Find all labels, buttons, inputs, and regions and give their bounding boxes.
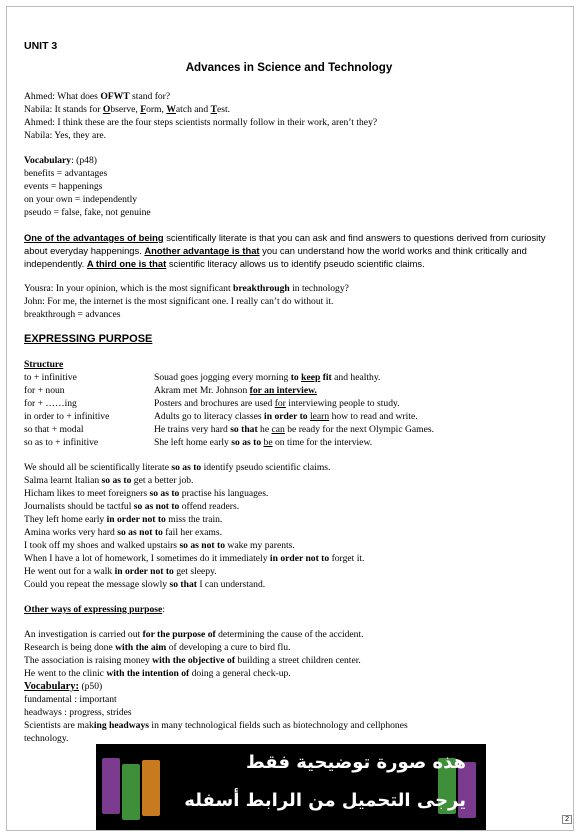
text-run: in order not to — [106, 514, 166, 525]
book-icon — [142, 760, 160, 816]
vocabulary-page: : (p48) — [71, 155, 97, 166]
text-run: scientifically literate is that you can ask and find answers to questions derived from curiosity about everyday happenings. — [24, 232, 546, 256]
other-ways-heading — [24, 603, 554, 616]
text-run: in order not to — [114, 566, 174, 577]
text-run: F — [140, 104, 147, 115]
structure-form: so as to + infinitive — [24, 437, 99, 448]
structure-example — [154, 423, 434, 436]
text-run: in order not to — [269, 553, 330, 564]
structure-example — [154, 410, 418, 423]
text-run: It stands for — [52, 104, 103, 115]
speaker: Ahmed: — [24, 91, 55, 102]
text-run: She left home early — [154, 437, 232, 448]
speaker: Nabila: — [24, 104, 53, 115]
vocab-item: on your own = independently — [24, 194, 138, 205]
vocab-item: pseudo = false, fake, not genuine — [24, 207, 151, 218]
text-run: I took off my shoes and walked upstairs — [24, 540, 180, 551]
speaker: Nabila: — [24, 130, 53, 141]
structure-example — [154, 371, 380, 384]
text-run: with the objective of — [152, 655, 236, 666]
document-body — [24, 40, 554, 745]
speaker: John: — [24, 296, 45, 307]
text-run: For me, the internet is the most significant one. I really can’t do without it. — [44, 296, 334, 307]
text-run: miss the train. — [165, 514, 223, 525]
dialogue-line — [24, 103, 554, 116]
structure-form: for + noun — [24, 385, 65, 396]
dialogue-line — [24, 282, 554, 295]
dialogue-line — [24, 129, 554, 142]
text-run: get a better job. — [131, 475, 194, 486]
text-run: in technology? — [289, 283, 349, 294]
text-run: offend readers. — [179, 501, 240, 512]
vocab-item: events = happenings — [24, 181, 103, 192]
text-run: Journalists should be tactful — [24, 501, 134, 512]
dialogue-line — [24, 116, 554, 129]
text-run: I think these are the four steps scientists normally follow in their work, aren’t they? — [54, 117, 378, 128]
structure-form: for + ……ing — [24, 398, 77, 409]
text-run: in many technological fields such as biotechnology and cellphones — [149, 720, 408, 731]
text-run: T — [210, 104, 217, 115]
page-title: Advances in Science and Technology — [185, 61, 393, 74]
structure-row — [24, 384, 554, 397]
text-run: atch and — [175, 104, 211, 115]
text-run: in order to — [264, 411, 308, 422]
text-run: O — [102, 104, 111, 115]
text-run: scientific literacy allows us to identify pseudo scientific claims. — [166, 258, 425, 269]
text-run: fail her exams. — [162, 527, 222, 538]
text-run: Research is being done — [24, 642, 116, 653]
vocab-item: benefits = advantages — [24, 168, 108, 179]
structure-row — [24, 371, 554, 384]
text-run: of developing a cure to bird flu. — [166, 642, 291, 653]
text-run: bserve, — [110, 104, 141, 115]
text-run: so that — [169, 579, 197, 590]
structure-example — [154, 436, 372, 449]
structure-row — [24, 423, 554, 436]
text-run: get sleepy. — [173, 566, 217, 577]
example-sentence — [24, 628, 554, 641]
text-run: for — [274, 398, 286, 409]
text-run: Yes, they are. — [52, 130, 107, 141]
example-sentence — [24, 641, 554, 654]
structure-form: in order to + infinitive — [24, 411, 110, 422]
text-run: doing a general check-up. — [189, 668, 291, 679]
structure-example — [154, 397, 400, 410]
text-run: and healthy. — [331, 372, 381, 383]
structure-row — [24, 410, 554, 423]
vocabulary-page: (p50) — [79, 681, 103, 692]
text-run: so as to — [231, 437, 262, 448]
text-run: What does — [54, 91, 101, 102]
unit-label: UNIT 3 — [24, 40, 58, 52]
structure-example — [154, 384, 317, 397]
speaker: Yousra: — [24, 283, 54, 294]
text-run: determining the cause of the accident. — [215, 629, 364, 640]
text-run: on time for the interview. — [272, 437, 373, 448]
text-run: building a street children center. — [235, 655, 361, 666]
text-run: Akram met Mr. Johnson — [154, 385, 250, 396]
text-run: Another advantage is that — [144, 245, 260, 256]
text-run: to — [290, 372, 299, 383]
text-run: Could you repeat the message slowly — [24, 579, 170, 590]
text-run: fundamental : important — [24, 694, 117, 705]
text-run: learn — [309, 411, 330, 422]
text-run: you can understand how the world works and think critically and independently. — [24, 245, 527, 269]
vocabulary-p48 — [24, 154, 554, 219]
vocab-item — [24, 706, 554, 719]
example-sentence — [24, 500, 554, 513]
text-run: wake my parents. — [225, 540, 295, 551]
text-run: with the aim — [115, 642, 167, 653]
text-run: how to read and write. — [329, 411, 418, 422]
line-text — [45, 296, 334, 307]
structure-row — [24, 436, 554, 449]
text-run: for an interview. — [249, 385, 317, 396]
text-run: so as to — [101, 475, 132, 486]
example-sentence — [24, 513, 554, 526]
expressing-purpose-heading: EXPRESSING PURPOSE — [24, 333, 153, 345]
text-run: ing headways — [93, 720, 149, 731]
text-run: he — [257, 424, 272, 435]
text-run: In your opinion, which is the most significant — [53, 283, 234, 294]
text-run: so as not to — [133, 501, 180, 512]
text-run: We should all be scientifically literate — [24, 462, 172, 473]
vocabulary-label: Vocabulary — [24, 155, 72, 166]
dialogue-line — [24, 295, 554, 308]
structure-heading: Structure — [24, 359, 64, 370]
text-run: technology. — [24, 733, 69, 744]
text-run: identify pseudo scientific claims. — [201, 462, 331, 473]
example-sentence — [24, 565, 554, 578]
banner-line-1: هذه صورة توضيحية فقط — [245, 752, 466, 773]
line-text — [52, 130, 106, 141]
text-run: be ready for the next Olympic Games. — [284, 424, 435, 435]
example-sentence — [24, 474, 554, 487]
speaker: Ahmed: — [24, 117, 55, 128]
text-run: be — [263, 437, 273, 448]
text-run: They left home early — [24, 514, 107, 525]
text-run: so as to — [171, 462, 202, 473]
text-run: est. — [216, 104, 231, 115]
line-text — [53, 283, 348, 294]
advantages-paragraph — [24, 231, 554, 270]
text-run: can — [271, 424, 285, 435]
text-run: Hicham likes to meet foreigners — [24, 488, 150, 499]
breakthrough-definition: breakthrough = advances — [24, 309, 121, 320]
text-run: He trains very hard — [154, 424, 231, 435]
structure-row — [24, 397, 554, 410]
text-run: forget it. — [329, 553, 365, 564]
example-sentence — [24, 526, 554, 539]
book-icon — [102, 758, 120, 814]
structure-form: to + infinitive — [24, 372, 77, 383]
purpose-examples — [24, 461, 554, 591]
text-run: Salma learnt Italian — [24, 475, 102, 486]
text-run: OFWT — [100, 91, 130, 102]
text-run: with the intention of — [106, 668, 190, 679]
text-run: breakthrough — [233, 283, 290, 294]
book-icon — [122, 764, 140, 820]
example-sentence — [24, 552, 554, 565]
example-sentence — [24, 667, 554, 680]
text-run: so as not to — [117, 527, 163, 538]
example-sentence — [24, 654, 554, 667]
text-run: fit — [320, 372, 332, 383]
other-ways-examples — [24, 628, 554, 680]
text-run: for the purpose of — [142, 629, 216, 640]
vocabulary-p50 — [24, 680, 554, 745]
text-run: A third one is that — [86, 258, 167, 269]
text-run: orm, — [146, 104, 167, 115]
vocabulary-label: Vocabulary: — [24, 681, 80, 692]
banner-line-2: يرجى التحميل من الرابط أسفله — [184, 790, 466, 811]
dialogue-line — [24, 90, 554, 103]
text-run: When I have a lot of homework, I sometimes do it immediately — [24, 553, 270, 564]
structure-table — [24, 371, 554, 449]
vocab-item — [24, 719, 554, 732]
text-run: One of the advantages of being — [24, 232, 164, 243]
vocabulary-heading — [24, 154, 554, 167]
other-ways-colon: : — [162, 604, 165, 615]
text-run: The association is raising money — [24, 655, 153, 666]
dialogue-breakthrough — [24, 282, 554, 321]
text-run: I can understand. — [196, 579, 266, 590]
text-run: practise his languages. — [179, 488, 269, 499]
vocab-item — [24, 693, 554, 706]
text-run: so as to — [149, 488, 180, 499]
text-run: headways : progress, strides — [24, 707, 132, 718]
text-run: Posters and brochures are used — [154, 398, 275, 409]
example-sentence — [24, 539, 554, 552]
text-run: Adults go to literacy classes — [154, 411, 265, 422]
vocabulary-heading — [24, 680, 554, 693]
page-number: 2 — [562, 815, 572, 824]
example-sentence — [24, 461, 554, 474]
text-run: He went out for a walk — [24, 566, 115, 577]
example-sentence — [24, 487, 554, 500]
example-sentence — [24, 578, 554, 591]
text-run: so as not to — [179, 540, 226, 551]
other-ways-label: Other ways of expressing purpose — [24, 604, 163, 615]
text-run: stand for? — [129, 91, 171, 102]
dialogue-ofwt — [24, 90, 554, 142]
text-run: Amina works very hard — [24, 527, 118, 538]
text-run: Scientists are mak — [24, 720, 94, 731]
watermark-banner[interactable] — [96, 744, 486, 830]
text-run: He went to the clinic — [24, 668, 107, 679]
text-run: Souad goes jogging every morning — [154, 372, 291, 383]
line-text — [52, 104, 230, 115]
text-run: An investigation is carried out — [24, 629, 143, 640]
text-run: keep — [301, 372, 321, 383]
text-run: W — [166, 104, 176, 115]
line-text — [55, 91, 170, 102]
line-text — [55, 117, 377, 128]
structure-form: so that + modal — [24, 424, 84, 435]
text-run: so that — [230, 424, 258, 435]
text-run: interviewing people to study. — [285, 398, 400, 409]
